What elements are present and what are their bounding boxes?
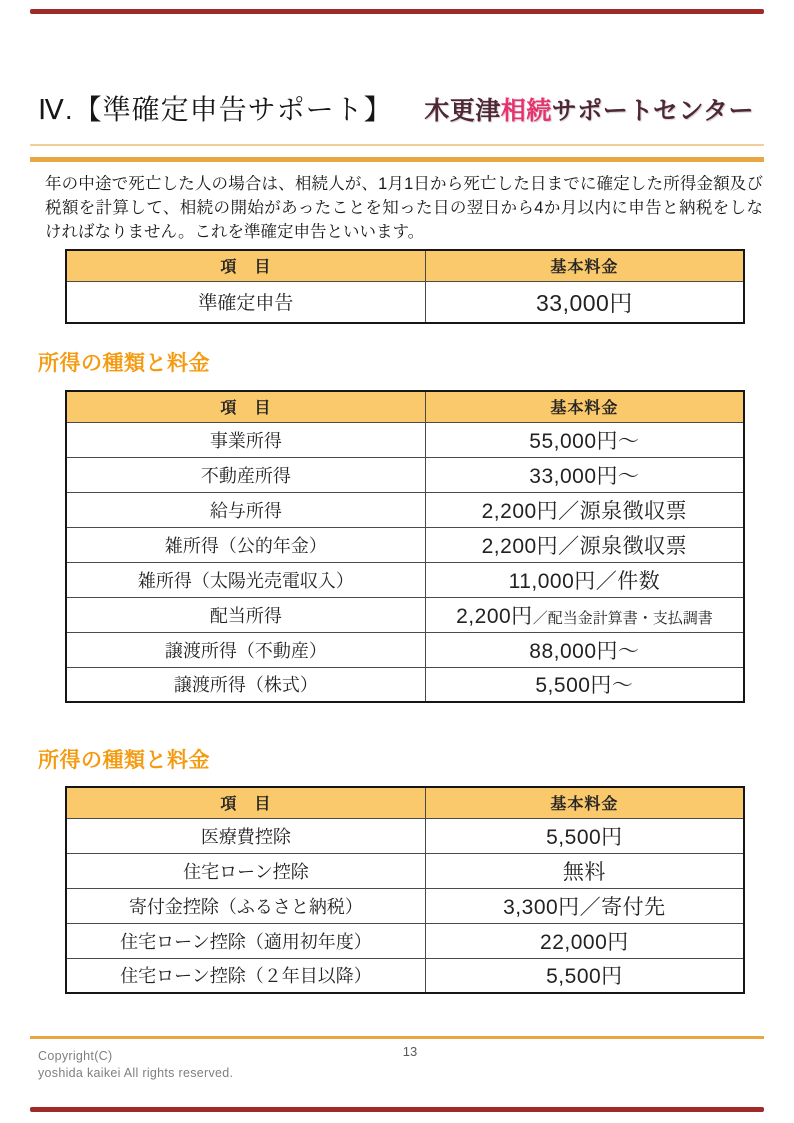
price-value: 2,200円／源泉徴収票 [481, 499, 688, 523]
item-cell: 給与所得 [66, 492, 425, 527]
item-cell: 雑所得（公的年金） [66, 527, 425, 562]
price-value: 22,000円 [540, 930, 629, 954]
item-cell: 譲渡所得（株式） [66, 667, 425, 702]
price-cell [425, 667, 744, 702]
table-row [66, 422, 744, 457]
price-value: 33,000円 [535, 290, 633, 317]
price-value: 5,500円 [546, 965, 623, 989]
brand-logo [424, 88, 754, 127]
table-row [66, 492, 744, 527]
header-rule-thin [30, 144, 764, 146]
footer-rule [30, 1036, 764, 1039]
price-value: 2,200円 [456, 604, 533, 628]
column-header: 項 目 [66, 391, 425, 422]
table-row [66, 853, 744, 888]
price-cell [425, 597, 744, 632]
table-row [66, 888, 744, 923]
item-cell: 住宅ローン控除（２年目以降） [66, 958, 425, 993]
item-cell: 準確定申告 [66, 281, 425, 323]
table-header-row [66, 391, 744, 422]
table-row [66, 818, 744, 853]
copyright-line-2: yoshida kaikei All rights reserved. [38, 1066, 234, 1080]
copyright-line-1: Copyright(C) [38, 1049, 113, 1063]
table-row [66, 527, 744, 562]
table-row [66, 632, 744, 667]
item-cell: 雑所得（太陽光売電収入） [66, 562, 425, 597]
item-cell: 住宅ローン控除 [66, 853, 425, 888]
table-header-row [66, 250, 744, 281]
table-header-row [66, 787, 744, 818]
logo-prefix: 木更津 [424, 97, 501, 125]
price-cell [425, 422, 744, 457]
item-cell: 譲渡所得（不動産） [66, 632, 425, 667]
price-value: 11,000円／件数 [508, 569, 661, 593]
price-value: 55,000円～ [529, 429, 640, 453]
item-cell: 医療費控除 [66, 818, 425, 853]
table-row [66, 597, 744, 632]
item-cell: 事業所得 [66, 422, 425, 457]
price-cell [425, 853, 744, 888]
table-row [66, 281, 744, 323]
table-row [66, 958, 744, 993]
section-heading-income-fees-1: 所得の種類と料金 [38, 352, 210, 375]
item-cell: 不動産所得 [66, 457, 425, 492]
table-row [66, 667, 744, 702]
item-cell: 寄付金控除（ふるさと納税） [66, 888, 425, 923]
fee-table-quasi-final-return [65, 249, 745, 324]
table-row [66, 562, 744, 597]
bottom-border-bar [30, 1107, 764, 1112]
table-row [66, 457, 744, 492]
price-value: 33,000円～ [529, 464, 640, 488]
price-cell [425, 632, 744, 667]
price-cell [425, 457, 744, 492]
header-rule-thick [30, 157, 764, 162]
column-header: 基本料金 [425, 250, 744, 281]
price-value: 無料 [562, 860, 606, 884]
item-cell: 配当所得 [66, 597, 425, 632]
top-border-bar [30, 9, 764, 14]
price-suffix: ／配当金計算書・支払調書 [532, 609, 713, 627]
fee-table-deductions [65, 786, 745, 994]
price-value: 5,500円 [546, 825, 623, 849]
price-cell [425, 562, 744, 597]
price-value: 88,000円～ [529, 639, 640, 663]
price-value: 5,500円～ [535, 674, 634, 698]
column-header: 項 目 [66, 787, 425, 818]
price-cell [425, 527, 744, 562]
column-header: 項 目 [66, 250, 425, 281]
price-cell [425, 923, 744, 958]
logo-suffix: サポートセンター [551, 97, 754, 125]
fee-table-income-types [65, 390, 745, 703]
price-value: 3,300円／寄付先 [503, 895, 666, 919]
column-header: 基本料金 [425, 391, 744, 422]
price-cell [425, 281, 744, 323]
price-cell [425, 492, 744, 527]
price-cell [425, 818, 744, 853]
logo-highlight: 相続 [500, 97, 552, 125]
page-title: Ⅳ.【準確定申告サポート】 [38, 94, 393, 125]
intro-paragraph: 年の中途で死亡した人の場合は、相続人が、1月1日から死亡した日までに確定した所得金額及び税額を計算して、相続の開始があったことを知った日の翌日から4か月以内に申告と納税をしなければなりません。これを準確定申告といいます。 [45, 175, 763, 241]
price-value: 2,200円／源泉徴収票 [481, 534, 688, 558]
item-cell: 住宅ローン控除（適用初年度） [66, 923, 425, 958]
page-number: 13 [402, 1044, 418, 1059]
table-row [66, 923, 744, 958]
price-cell [425, 958, 744, 993]
page-header [38, 88, 754, 128]
section-heading-income-fees-2: 所得の種類と料金 [38, 749, 210, 772]
column-header: 基本料金 [425, 787, 744, 818]
price-cell [425, 888, 744, 923]
